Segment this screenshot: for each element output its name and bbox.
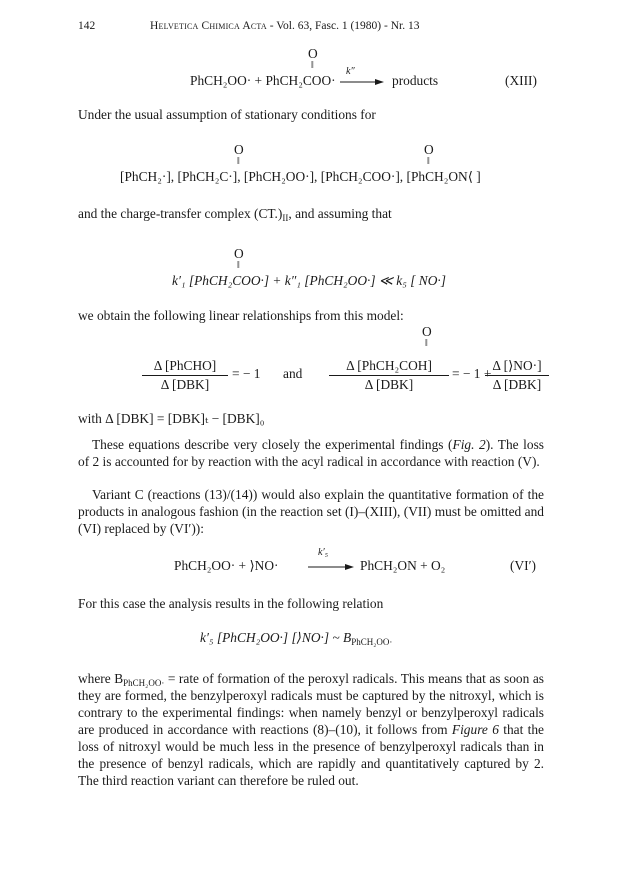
fraction-nitroxyl: Δ [⟩NO·] Δ [DBK] [485, 358, 549, 393]
eq-xiii-rate: k″ [346, 66, 355, 77]
text-stationary: Under the usual assumption of stationary conditions for [78, 107, 376, 122]
rhs-minus-one: = − 1 [232, 366, 261, 381]
word-and: and [283, 366, 303, 381]
paragraph-variant-c: Variant C (reactions (13)/(14)) would also explain the quantitative formation of the products in analogous fashion (in the reaction set (I)–(XIII), (VII) must be omitted and (VI) replaced by (VI′)): [78, 487, 544, 536]
eq-xiii-double-bond: ‖ [311, 60, 314, 71]
species-double-bond-2: ‖ [427, 156, 430, 167]
eq-xiii-oxo: O [308, 46, 318, 61]
figure-ref-6: Figure 6 [451, 722, 499, 737]
figure-ref-2: Fig. 2 [452, 437, 486, 452]
paragraph-findings: These equations describe very closely the experimental findings (Fig. 2). The loss of 2 is accounted for by reaction with the acyl radical in accordance with reaction (V). [78, 437, 544, 469]
eq-vi-prime-products: PhCH₂ON + O₂ [360, 558, 446, 573]
relation-peroxyl: k′₅ [PhCH₂OO·] [⟩NO·] ~ $B_{PhCH_2OO\cdot}$ [200, 630, 393, 647]
eq-xiii-products: products [392, 73, 439, 88]
rhs-minus-one-plus: = − 1 + [452, 366, 492, 381]
text-linear-relationships: we obtain the following linear relationships from this model: [78, 308, 404, 323]
text-analysis: For this case the analysis results in the following relation [78, 596, 384, 611]
eq-vi-prime-reactants: PhCH₂OO· + ⟩NO· [174, 558, 279, 573]
eq-xiii-reactants: PhCH₂OO· + PhCH₂COO· [190, 73, 336, 88]
relations-oxo: O [422, 324, 432, 339]
text-delta-dbk: with Δ [DBK] = [DBK]ₜ − [DBK]₀ [78, 411, 265, 426]
species-double-bond-1: ‖ [237, 156, 240, 167]
eq-xiii-arrow [340, 78, 384, 86]
paragraph-conclusion: where $B_{PhCH_2OO\cdot}$ = rate of formation of the peroxyl radicals. This means that as soon as they are formed, the benzylperoxyl radicals must be captured by the nitroxyl, which is contrary to the experimental findings: when namely benzyl or benzylperoxyl radicals are produced in accordance with reactions (8)–(10), it follows from Figure 6 that the loss of nitroxyl would be much less in the presence of benzylperoxyl radicals than in the presence of benzyl radicals, which are rapidly and quantitatively captured by 2. The third reaction variant can therefore be ruled out. [78, 671, 545, 788]
species-oxo-2: O [424, 142, 434, 157]
eq-vi-prime-label: (VI′) [510, 558, 536, 573]
eq-vi-prime-arrow [308, 563, 354, 571]
fraction-phch2coh: Δ [PhCH₂COH] Δ [DBK] [329, 358, 449, 393]
running-header [150, 20, 419, 32]
inequality-line: k′₁ [PhCH₂COO·] + k″₁ [PhCH₂OO·] ≪ k₅ [ NO·] [172, 273, 446, 288]
inequality-double-bond: ‖ [237, 260, 240, 271]
page-number: 142 [78, 20, 96, 32]
journal-name: Helvetica Chimica Acta [150, 20, 267, 32]
inequality-oxo: O [234, 246, 244, 261]
fraction-phcho: Δ [PhCHO] Δ [DBK] [142, 358, 228, 393]
species-oxo-1: O [234, 142, 244, 157]
relations-double-bond: ‖ [425, 338, 428, 349]
volume-info: - Vol. 63, Fasc. 1 (1980) - Nr. 13 [269, 20, 420, 32]
text-ct-complex: and the charge-transfer complex $(CT.)_{II}$, and assuming that [78, 206, 392, 223]
eq-xiii-label: (XIII) [505, 73, 537, 88]
species-list: [PhCH₂·], [PhCH₂C·], [PhCH₂OO·], [PhCH₂COO·], [PhCH₂ON⟨ ] [120, 169, 481, 184]
eq-vi-prime-rate: k′₅ [318, 547, 329, 558]
